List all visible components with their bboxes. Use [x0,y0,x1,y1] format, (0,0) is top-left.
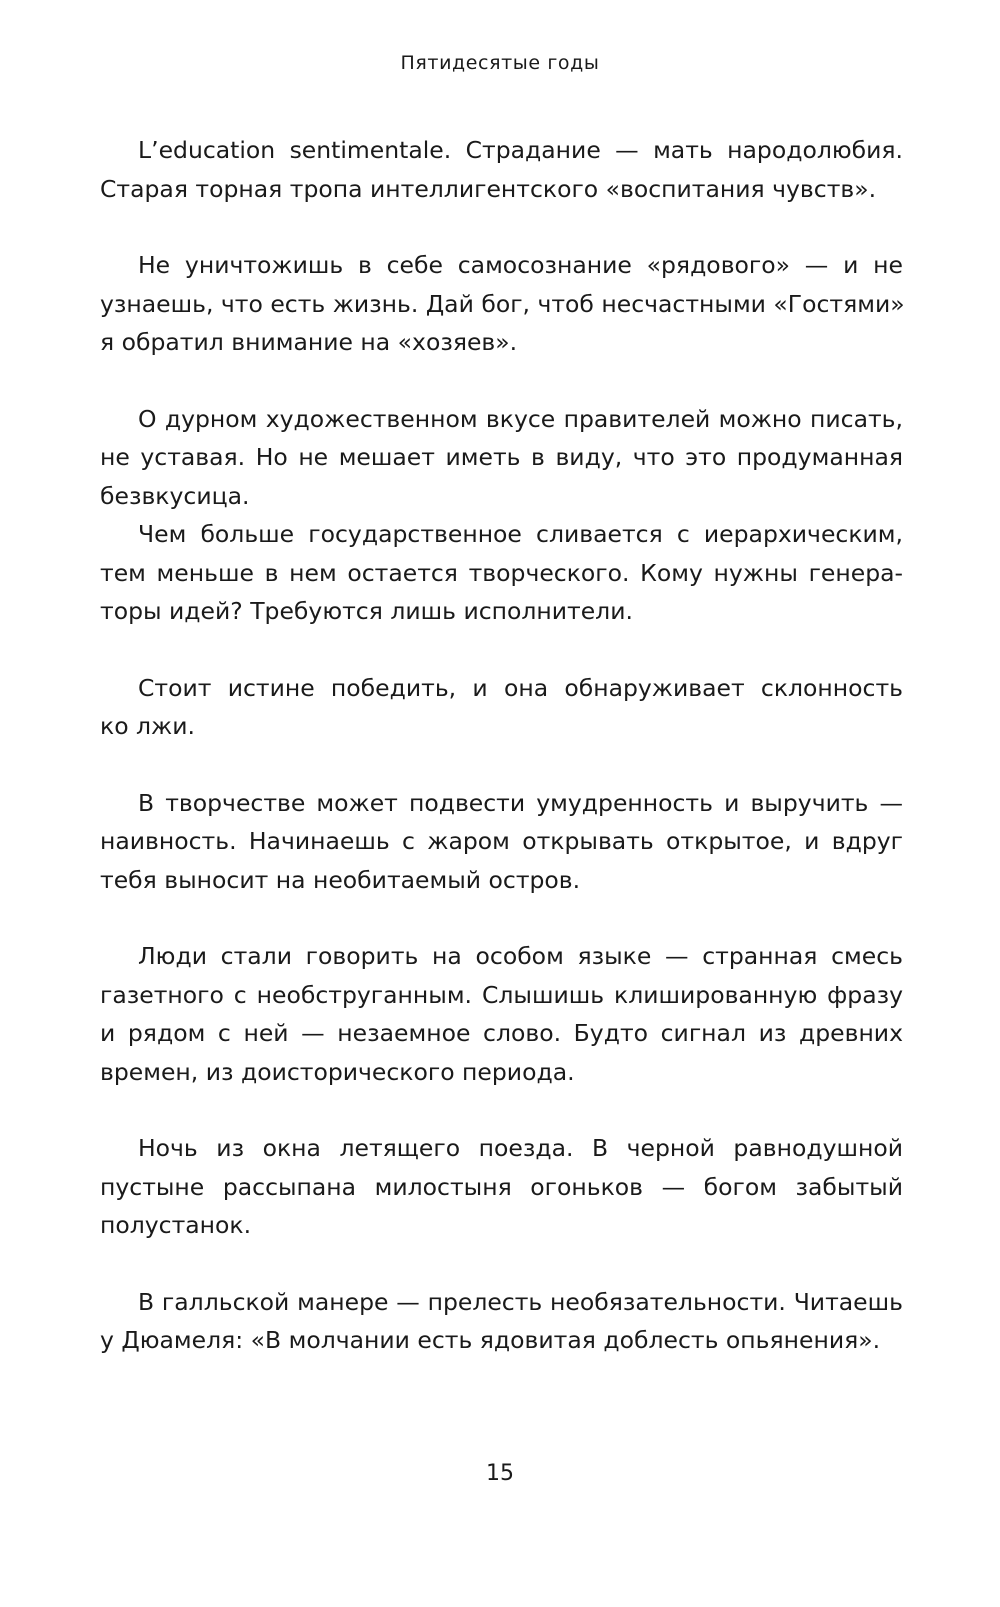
text-line: Стоит истине победить, и она обнаруживает склонность [138,673,903,702]
text-line: В галльской манере — прелесть необязательности. Читаешь [138,1287,903,1316]
paragraph-8 [100,1129,903,1245]
paragraph-6 [100,784,903,900]
text-line: Старая торная тропа интеллигентского «воспитания чувств». [100,174,877,203]
text-line: ко лжи. [100,712,195,740]
text-line: я обратил внимание на «хозяев». [100,328,518,356]
text-line: тем меньше в нем остается творческого. Кому нужны генера- [100,558,903,587]
paragraph-7 [100,937,903,1091]
paragraph-9 [100,1283,903,1360]
paragraph-2 [100,246,903,362]
text-line: Ночь из окна летящего поезда. В черной равнодушной [138,1134,903,1162]
text-line: О дурном художественном вкусе правителей можно писать, [138,404,903,433]
text-line: Не уничтожишь в себе самосознание «рядового» — и не [138,251,903,279]
running-head: Пятидесятые годы [400,52,600,74]
page-number: 15 [486,1461,514,1486]
text-line: Чем больше государственное сливается с иерархическим, [138,520,903,548]
text-line: газетного с необструганным. Слышишь клишированную фразу [100,980,903,1009]
paragraph-4 [100,515,903,631]
text-line: безвкусица. [100,481,250,510]
text-line: тебя выносит на необитаемый остров. [100,865,581,894]
text-line: времен, из доисторического периода. [100,1057,575,1086]
paragraph-5 [100,669,903,746]
text-line: не уставая. Но не мешает иметь в виду, что это продуманная [100,443,903,471]
text-line: и рядом с ней — незаемное слово. Будто сигнал из древних [100,1019,903,1047]
body-text [100,131,903,1360]
text-line: пустыне рассыпана милостыня огоньков — богом забытый [100,1172,903,1201]
text-line: торы идей? Требуются лишь исполнители. [100,597,633,625]
text-line: полустанок. [100,1211,252,1239]
text-line: В творчестве может подвести умудренность и выручить — [138,788,903,817]
text-line: L’education sentimentale. Страдание — мать народолюбия. [138,136,903,164]
paragraph-1 [100,131,903,208]
text-line: наивность. Начинаешь с жаром открывать открытое, и вдруг [100,827,903,855]
text-line: у Дюамеля: «В молчании есть ядовитая доблесть опьянения». [100,1326,881,1354]
paragraph-3 [100,400,903,516]
text-line: узнаешь, что есть жизнь. Дай бог, чтоб несчастными «Гостями» [100,289,905,318]
text-line: Люди стали говорить на особом языке — странная смесь [138,942,903,970]
